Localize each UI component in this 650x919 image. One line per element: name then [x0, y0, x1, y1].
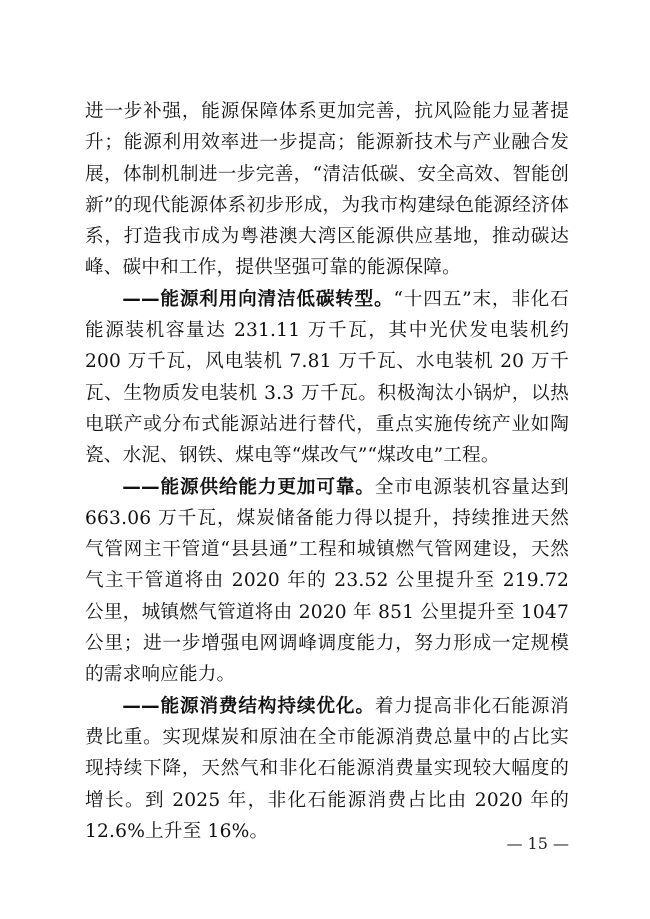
paragraph-text: 全市电源装机容量达到 663.06 万千瓦，煤炭储备能力得以提升，持续推进天然气管网主干管道“县县通”工程和城镇燃气管网建设，天然气主干管道将由 2020 年的 23.52 公里提升至 219.72 公里，城镇燃气管道将由 2020 年 851 公里提升至 1047 公里；进一步增强电网调峰调度能力，努力形成一定规模的需求响应能力。: [85, 476, 569, 686]
paragraph-text: 着力提高非化石能源消费比重。实现煤炭和原油在全市能源消费总量中的占比实现持续下降，天然气和非化石能源消费量实现较大幅度的增长。到 2025 年，非化石能源消费占比由 2020 年的 12.6%上升至 16%。: [85, 695, 569, 842]
paragraph-text: “十四五”末，非化石能源装机容量达 231.11 万千瓦，其中光伏发电装机约 200 万千瓦，风电装机 7.81 万千瓦、水电装机 20 万千瓦、生物质发电装机 3.3 万千瓦。积极淘汰小锅炉，以热电联产或分布式能源站进行替代，重点实施传统产业如陶瓷、水泥、钢铁、煤电等“煤改气”“煤改电”工程。: [85, 288, 569, 467]
paragraph-text: 进一步补强，能源保障体系更加完善，抗风险能力显著提升；能源利用效率进一步提高；能源新技术与产业融合发展，体制机制进一步完善，“清洁低碳、安全高效、智能创新”的现代能源体系初步形成，为我市构建绿色能源经济体系，打造我市成为粤港澳大湾区能源供应基地，推动碳达峰、碳中和工作，提供坚强可靠的能源保障。: [85, 101, 569, 279]
paragraph-consumption-structure: [85, 691, 569, 847]
paragraph-intro: [85, 96, 569, 284]
page-number: — 15 —: [506, 834, 569, 853]
paragraph-heading: ——能源供给能力更加可靠。: [122, 476, 375, 498]
paragraph-heading: ——能源利用向清洁低碳转型。: [122, 288, 394, 310]
paragraph-clean-low-carbon: [85, 284, 569, 472]
paragraph-supply-capacity: [85, 472, 569, 691]
body-text: [85, 96, 569, 847]
paragraph-heading: ——能源消费结构持续优化。: [122, 695, 375, 717]
